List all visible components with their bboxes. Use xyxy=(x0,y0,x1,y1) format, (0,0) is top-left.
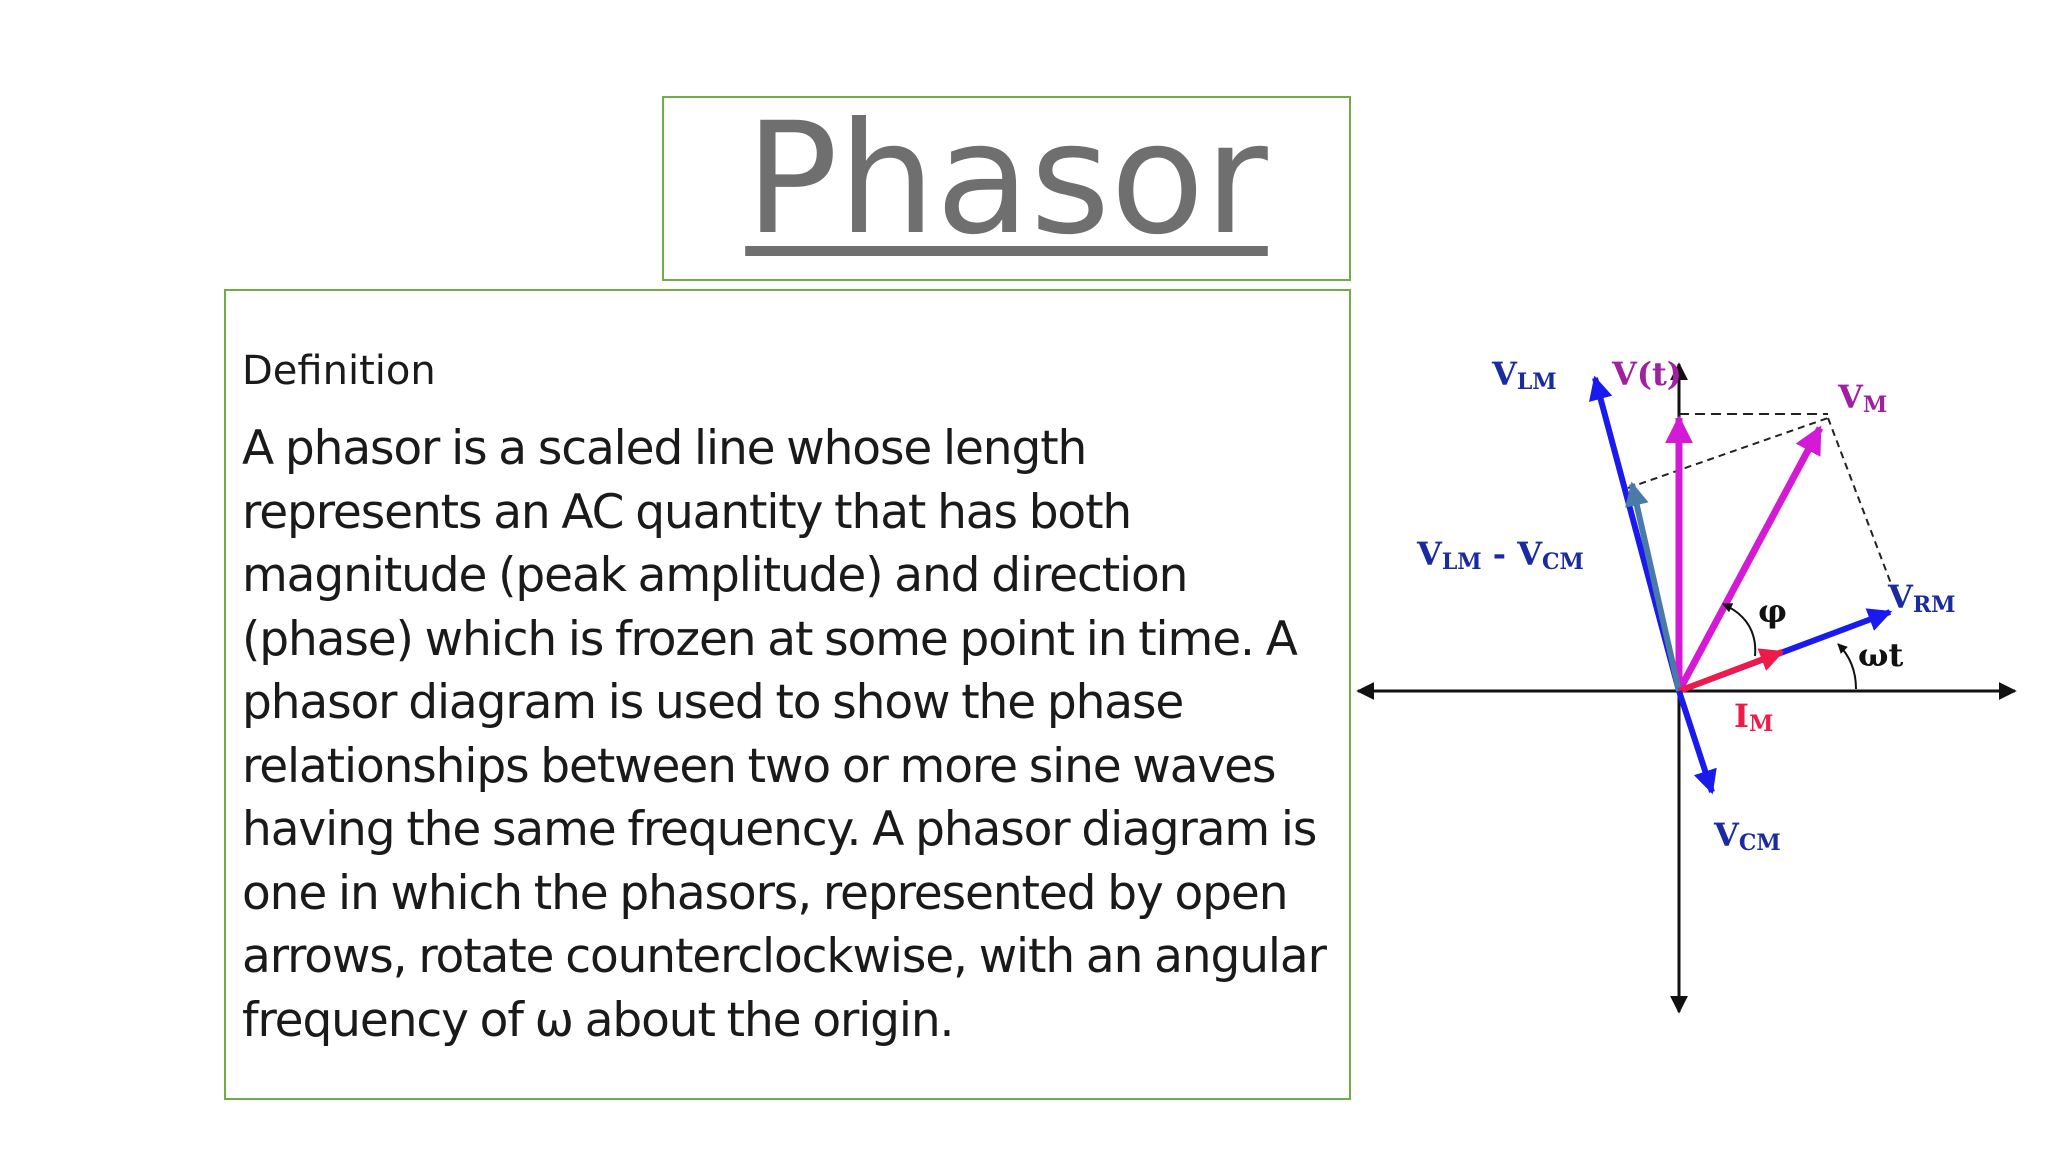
definition-heading: Definition xyxy=(242,348,436,394)
vlm-label-main: V xyxy=(1492,355,1517,393)
vrm-label xyxy=(1887,578,1955,618)
omega-t-label: ωt xyxy=(1858,636,1904,674)
vlm-minus-vcm-a-main: V xyxy=(1417,535,1442,573)
vrm-label-sub: RM xyxy=(1912,592,1956,618)
vlm-minus-vcm-a-sub: LM xyxy=(1441,549,1482,575)
title-box xyxy=(662,89,1351,281)
vm-label xyxy=(1837,378,1887,418)
definition-box xyxy=(224,289,1351,1100)
vt-label: V(t) xyxy=(1612,355,1682,393)
vlm-label xyxy=(1491,355,1557,395)
omega-t-arc xyxy=(1838,644,1856,689)
im-label-main: I xyxy=(1734,697,1749,735)
vm-phasor xyxy=(1679,428,1820,691)
vrm-label-main: V xyxy=(1888,578,1913,616)
phi-label: φ xyxy=(1758,592,1787,630)
im-label xyxy=(1734,697,1773,737)
dashed-line-diagonal xyxy=(1628,418,1828,488)
slide-title: Phasor xyxy=(745,89,1268,269)
definition-body: A phasor is a scaled line whose length represents an AC quantity that has both magnitude (peak amplitude) and direction (phase) which is frozen at some point in time. A phasor diagram is used to show the phase relationships between two or more sine waves having the same frequency. A phasor diagram is one in which the phasors, represented by open arrows, rotate counterclockwise, with an angular frequency of ω about the origin. xyxy=(242,421,1326,1048)
vcm-label-sub: CM xyxy=(1738,830,1781,856)
vlm-minus-vcm-phasor xyxy=(1632,484,1679,691)
im-label-sub: M xyxy=(1748,711,1774,737)
vcm-label-main: V xyxy=(1714,816,1739,854)
vlm-label-sub: LM xyxy=(1516,369,1557,395)
vcm-label xyxy=(1713,816,1781,856)
vm-label-sub: M xyxy=(1862,392,1888,418)
vlm-minus-vcm-b-main: V xyxy=(1517,535,1543,573)
vlm-minus-vcm-b-sub: CM xyxy=(1542,549,1584,575)
vcm-phasor xyxy=(1679,691,1712,792)
phasor-diagram xyxy=(1350,350,2030,1030)
dashed-line-right xyxy=(1828,418,1898,602)
phi-arc xyxy=(1723,604,1755,656)
vlm-minus-vcm-dash: - xyxy=(1481,535,1518,573)
vlm-minus-vcm-label xyxy=(1416,535,1584,575)
vm-label-main: V xyxy=(1838,378,1863,416)
